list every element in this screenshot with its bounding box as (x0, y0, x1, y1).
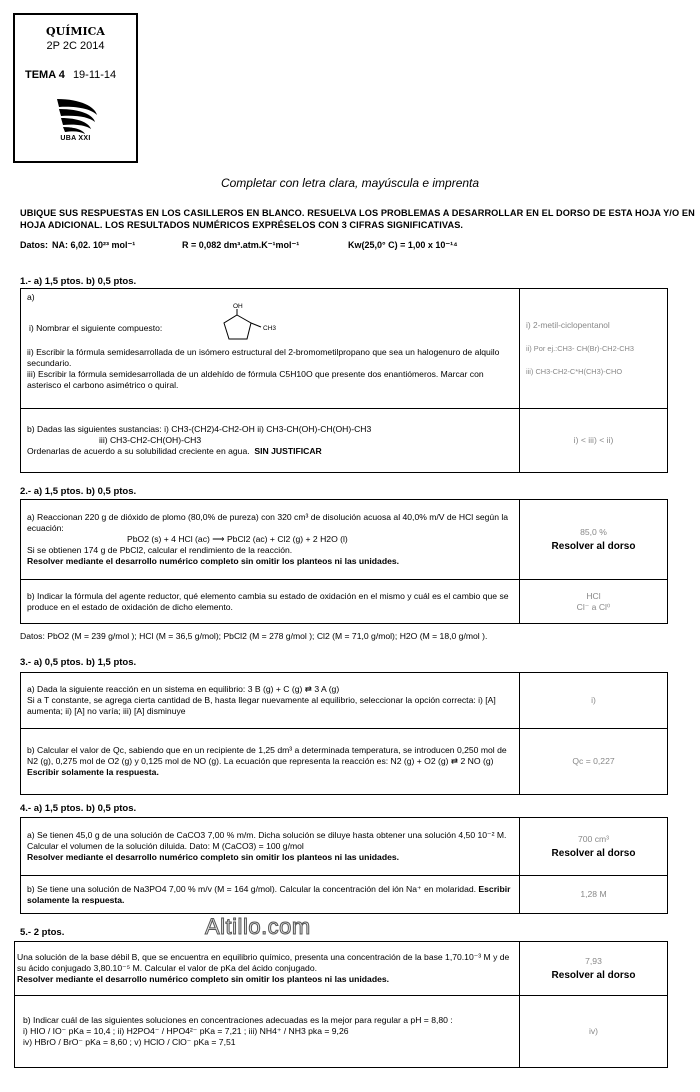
q4-table (20, 817, 668, 914)
q2-a-bold: Resolver mediante el desarrollo numérico completo sin omitir los planteos ni las unidades. (27, 556, 400, 566)
q5-solve-label: Resolver al dorso (551, 970, 636, 981)
subject-title: QUÍMICA (46, 25, 105, 38)
q1-ans-ii: ii) Por ej.:CH3- CH(Br)-CH2-CH3 (526, 344, 634, 353)
q3-b-answer: Qc = 0,227 (520, 729, 668, 795)
q5-a-answer (520, 942, 668, 996)
datos-na: NA: 6,02. 10²³ mol⁻¹ (52, 240, 136, 250)
q3-b-text: b) Calcular el valor de Qc, sabiendo que en un recipiente de 1,25 dm³ a determinada temperatura, se introducen 0,250 mol de N2 (g), 0,275 mol de O2 (g) y 0,125 mol de NO (g). La ecuación que representa la reacción es: N2 (g) + O2 (g) ⇄ 2 NO (g) (27, 745, 507, 766)
q2-b-cell: b) Indicar la fórmula del agente reductor, qué elemento cambia su estado de oxidación en el mismo y cuál es el cambio que se produce en el estado de oxidación de dicho elemento. (21, 580, 520, 624)
q5-b-line1: b) Indicar cuál de las siguientes soluciones en concentraciones adecuadas es la mejor para regular a pH = 8,80 : (23, 1015, 453, 1025)
q2-solve-label: Resolver al dorso (551, 541, 636, 552)
q2-a-line2: Si se obtienen 174 g de PbCl2, calcular el rendimiento de la reacción. (27, 545, 293, 555)
watermark: Altillo.com (205, 914, 311, 939)
q4-a-cell (21, 818, 520, 876)
q5-a-cell (15, 942, 520, 996)
q1-title: 1.- a) 1,5 ptos. b) 0,5 ptos. (20, 276, 137, 287)
q2-ans-a: 85,0 % (580, 527, 607, 537)
q4-title: 4.- a) 1,5 ptos. b) 0,5 ptos. (20, 803, 137, 814)
subtitle: Completar con letra clara, mayúscula e imprenta (220, 176, 480, 190)
q1-a-cell (21, 289, 520, 409)
q3-b-cell (21, 729, 520, 795)
logo-text: UBA XXI (60, 135, 91, 142)
q2-ans-b2: Cl⁻ a Cl⁰ (576, 601, 611, 612)
exam-code: 2P 2C 2014 (46, 40, 105, 52)
q2-ans-b1: HCl (586, 590, 601, 601)
q1-ans-iii: iii) CH3-CH2-C*H(CH3)-CHO (526, 367, 623, 376)
q3-a-answer: i) (520, 673, 668, 729)
q1-b-line2: iii) CH3-CH2-CH(OH)-CH3 (99, 435, 202, 445)
q1-b-line1: b) Dadas las siguientes sustancias: i) CH3-(CH2)4-CH2-OH ii) CH3-CH(OH)-CH(OH)-CH3 (27, 424, 372, 434)
q2-a-line1: a) Reaccionan 220 g de dióxido de plomo (80,0% de pureza) con 320 cm³ de disolución acuosa al 40,0% m/V de HCl según la ecuación: (27, 512, 509, 533)
q5-table (14, 941, 668, 1068)
q4-b-cell (21, 876, 520, 914)
q3-table (20, 672, 668, 795)
datos-kw: Kw(25,0° C) = 1,00 x 10⁻¹⁴ (348, 240, 458, 250)
q2-table (20, 499, 668, 624)
q5-title: 5.- 2 ptos. (20, 927, 65, 938)
q1-a-iii: iii) Escribir la fórmula semidesarrollada de un aldehído de fórmula C5H10O que presente dos enantiómeros. Marcar con asterisco el carbono asimétrico o quiral. (27, 369, 484, 390)
instructions: UBIQUE SUS RESPUESTAS EN LOS CASILLEROS EN BLANCO. RESUELVA LOS PROBLEMAS A DESARROLLAR EN EL DORSO DE ESTA HOJA Y/O EN HOJA ADICIONAL. LOS RESULTADOS NUMÉRICOS EXPRÉSELOS CON 3 CIFRAS SIGNIFICATIVAS. (20, 208, 695, 230)
q4-solve-label: Resolver al dorso (551, 848, 636, 859)
q5-b-cell (15, 996, 520, 1068)
q1-ans-i: i) 2-metil-ciclopentanol (526, 320, 610, 330)
q2-a-answer (520, 500, 668, 580)
oh-label: OH (233, 303, 243, 310)
q1-b-line3: Ordenarlas de acuerdo a su solubilidad creciente en agua. (27, 446, 250, 456)
q1-table (20, 288, 668, 473)
q2-a-cell (21, 500, 520, 580)
q1-a-answer (520, 289, 668, 409)
q5-a-text: Una solución de la base débil B, que se encuentra en equilibrio químico, presenta una concentración de la base 1,70.10⁻³ M y de su ácido conjugado 3,80.10⁻⁵ M. Calcular el valor de pKa del ácido conjugado. (17, 952, 510, 973)
datos-label: Datos: (20, 240, 49, 250)
q1-b-bold: SIN JUSTIFICAR (254, 446, 322, 456)
q3-b-bold: Escribir solamente la respuesta. (27, 767, 159, 777)
q1-b-answer: i) < iii) < ii) (520, 409, 668, 473)
q1-a-label: a) (27, 292, 35, 302)
q2-b-answer (520, 580, 668, 624)
q1-a-ii: ii) Escribir la fórmula semidesarrollada de un isómero estructural del 2-bromometilpropano que sea un halogenuro de alquilo secundario. (27, 347, 500, 368)
q4-a-answer (520, 818, 668, 876)
q5-a-bold: Resolver mediante el desarrollo numérico completo sin omitir los planteos ni las unidades. (17, 974, 390, 984)
q1-a-i: i) Nombrar el siguiente compuesto: (29, 323, 163, 333)
q3-a-line1: a) Dada la siguiente reacción en un sistema en equilibrio: 3 B (g) + C (g) ⇄ 3 A (g) (27, 684, 340, 694)
ch3-label: CH3 (263, 325, 277, 332)
uba-logo-icon (51, 97, 101, 135)
q5-b-line3: iv) HBrO / BrO⁻ pKa = 8,60 ; v) HClO / ClO⁻ pKa = 7,51 (23, 1037, 236, 1047)
q4-b-bold: Escribir solamente la respuesta. (27, 883, 511, 905)
q5-b-answer: iv) (520, 996, 668, 1068)
header-box (13, 13, 138, 163)
q1-b-cell (21, 409, 520, 473)
datos-r: R = 0,082 dm³.atm.K⁻¹mol⁻¹ (182, 240, 300, 250)
q4-a-text: a) Se tienen 45,0 g de una solución de CaCO3 7,00 % m/m. Dicha solución se diluye hasta obtener una solución 4,50 10⁻² M. Calcular el volumen de la solución diluida. Dato: M (CaCO3) = 100 g/mol (27, 830, 507, 851)
q3-a-cell (21, 673, 520, 729)
q3-title: 3.- a) 0,5 ptos. b) 1,5 ptos. (20, 657, 137, 668)
q5-ans-a: 7,93 (585, 956, 602, 966)
q4-b-answer: 1,28 M (520, 876, 668, 914)
q4-a-bold: Resolver mediante el desarrollo numérico completo sin omitir los planteos ni las unidades. (27, 852, 400, 862)
q4-ans-a: 700 cm³ (577, 834, 610, 844)
tema-label: TEMA 4 (25, 69, 65, 81)
q2-a-eq: PbO2 (s) + 4 HCl (ac) ⟶ PbCl2 (ac) + Cl2 (g) + 2 H2O (l) (127, 534, 348, 544)
q2-datos: Datos: PbO2 (M = 239 g/mol ); HCl (M = 36,5 g/mol); PbCl2 (M = 278 g/mol ); Cl2 (M = 71,0 g/mol); H2O (M = 18,0 g/mol ). (20, 631, 488, 641)
tema-line (25, 69, 116, 81)
q4-b-text: b) Se tiene una solución de Na3PO4 7,00 % m/v (M = 164 g/mol). Calcular la concentración del ión Na⁺ en molaridad. (27, 883, 477, 894)
exam-date: 19-11-14 (72, 69, 117, 81)
q2-title: 2.- a) 1,5 ptos. b) 0,5 ptos. (20, 486, 137, 497)
q5-b-line2: i) HIO / IO⁻ pKa = 10,4 ; ii) H2PO4⁻ / HPO4²⁻ pKa = 7,21 ; iii) NH4⁺ / NH3 pka = 9,26 (23, 1026, 349, 1036)
q3-a-line2: Si a T constante, se agrega cierta cantidad de B, hasta llegar nuevamente al equilibrio, seleccionar la opción correcta: i) [A] aumenta; ii) [A] no varía; iii) [A] disminuye (27, 695, 496, 716)
q1-a-i-row (27, 303, 513, 339)
